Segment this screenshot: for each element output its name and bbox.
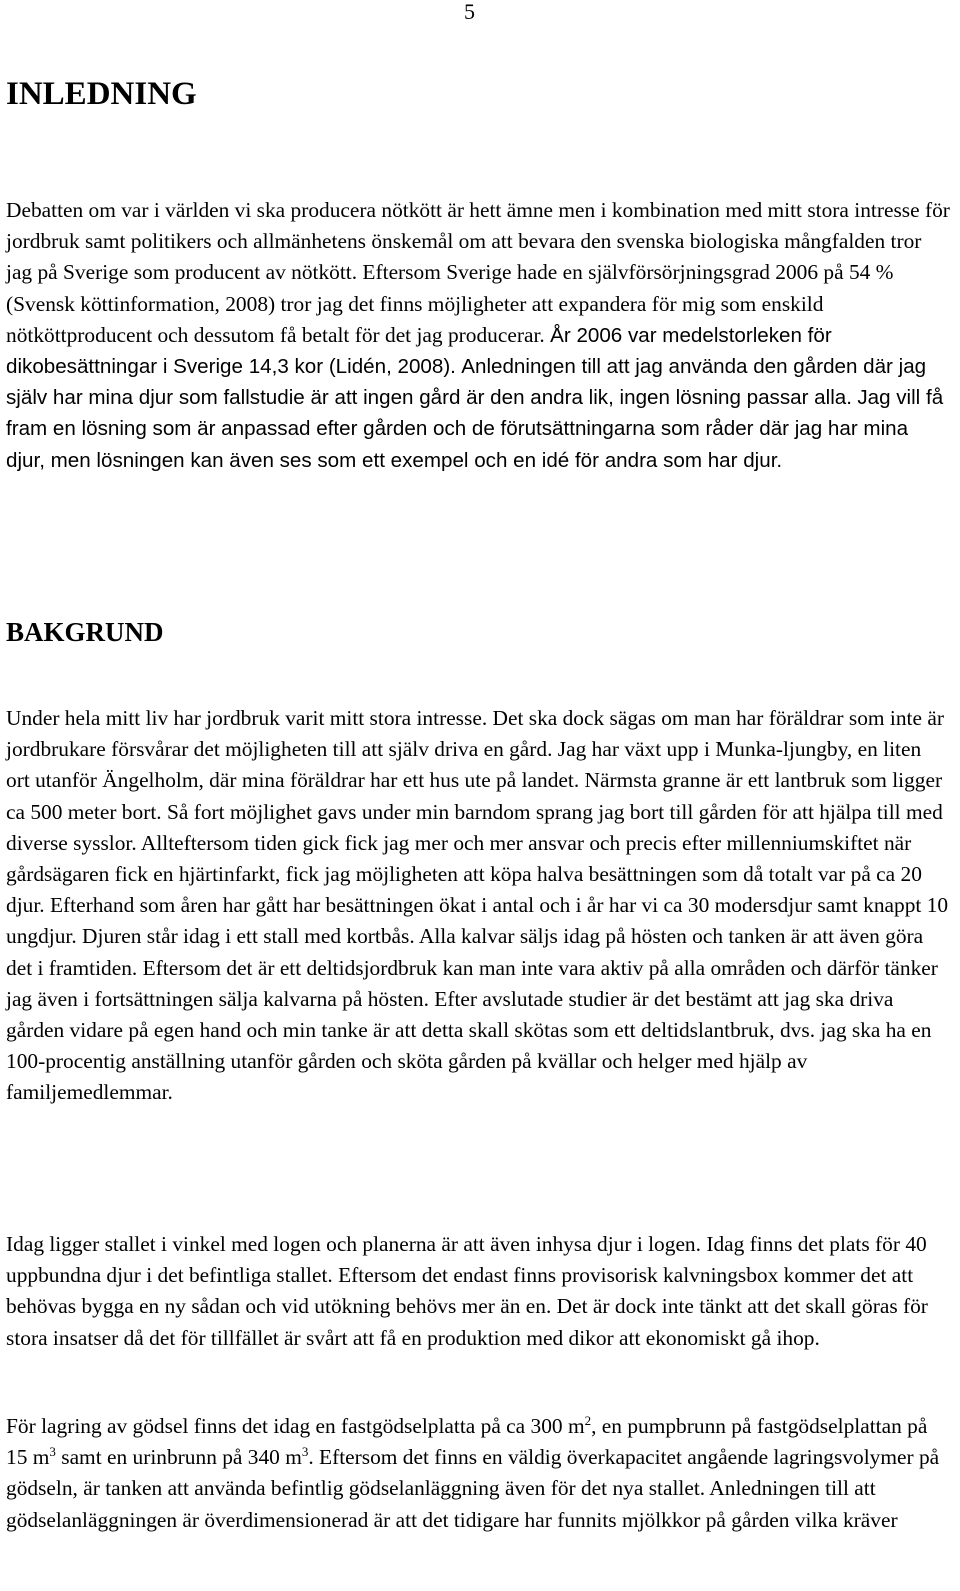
inledning-text-1: Debatten om var i världen vi ska producera nötkött är hett ämne men i kombination med mitt stora intresse för jordbruk samt politikers och allmänhetens önskemål om att bevara den svenska biologiska mångfalden tror jag på Sverige som producent av nötkött. Eftersom Sverige hade en självförsörjningsgrad 2006 på 54 % (Svensk köttinformation, 2008) tror jag det finns möjligheter att expandera för mig som enskild nötköttproducent och dessutom få betalt för det jag producerar.: [6, 198, 950, 347]
paragraph-3-text-c: samt en urinbrunn på 340 m: [55, 1445, 302, 1470]
paragraph-3-text-a: För lagring av gödsel finns det idag en fastgödselplatta på ca 300 m: [6, 1414, 585, 1438]
inledning-text-4: Jag vill få fram en lösning som är anpassad efter gården och de förutsättningarna som råder där jag har mina djur, men lösningen kan även ses som ett exempel och en idé för andra som har djur.: [6, 386, 944, 472]
superscript-cubed: 3: [301, 1444, 309, 1460]
bakgrund-paragraph-1: Under hela mitt liv har jordbruk varit mitt stora intresse. Det ska dock sägas om man har föräldrar som inte är jordbrukare försvårar det möjligheten till att själv driva en gård. Jag har växt upp i Munka-ljungby, en liten ort utanför Ängelholm, där mina föräldrar har ett hus ute på landet. Närmsta granne är ett lantbruk som ligger ca 500 meter bort. Så fort möjlighet gavs under min barndom sprang jag bort till gården för att hjälpa till med diverse sysslor. Allteftersom tiden gick fick jag mer och mer ansvar och precis efter millenniumskiftet när gårdsägaren fick en hjärtinfarkt, fick jag möjligheten att köpa halva besättningen som då totalt var på ca 20 djur. Efterhand som åren har gått har besättningen ökat i antal och i år har vi ca 30 modersdjur samt knappt 10 ungdjur. Djuren står idag i ett stall med kortbås. Alla kalvar säljs idag på hösten och tanken är att även göra det i framtiden. Eftersom det är ett deltidsjordbruk kan man inte vara aktiv på alla områden och därför tänker jag även i fortsättningen sälja kalvarna på hösten. Efter avslutade studier är det bestämt att jag ska driva gården vidare på egen hand och min tanke är att detta skall skötas som ett deltidslantbruk, dvs. jag ska ha en 100-procentig anställning utanför gården och sköta gården på kvällar och helger med hjälp av familjemedlemmar.: [6, 706, 949, 1105]
inledning-paragraph: [6, 195, 950, 476]
section-heading-inledning: INLEDNING: [6, 76, 197, 112]
section-heading-bakgrund: BAKGRUND: [6, 617, 164, 647]
superscript-cubed: 3: [49, 1444, 56, 1460]
inledning-text-2: År 2006 var medelstorleken för dikobesättningar i Sverige 14,3 kor (Lidén, 2008).: [6, 323, 832, 379]
inledning-text-3: Anledningen till att jag använda den gården där jag själv har mina djur som fallstudie är att ingen gård är den andra lik, ingen lösning passar alla.: [6, 355, 927, 410]
paragraph-3-text-d: . Eftersom det finns en väldig överkapacitet angående lagringsvolymer på gödseln, är tanken att använda befintlig gödselanläggning även för det nya stallet. Anledningen till att gödselanläggningen är överdimensionerad är att det tidigare har funnits mjölkkor på gården vilka kräver: [6, 1445, 940, 1532]
page-number: 5: [464, 0, 475, 24]
superscript-squared: 2: [584, 1412, 592, 1428]
bakgrund-paragraph-2: Idag ligger stallet i vinkel med logen och planerna är att även inhysa djur i logen. Idag finns det plats för 40 uppbundna djur i det befintliga stallet. Eftersom det endast finns provisorisk kalvningsbox kommer det att behövas bygga en ny sådan och vid utökning behövs mer än en. Det är dock inte tänkt att det skall göras för stora insatser då det för tillfället är svårt att få en produktion med dikor att ekonomiskt gå ihop.: [6, 1232, 928, 1350]
paragraph-3-text-b: , en pumpbrunn på fastgödselplattan på 15 m: [6, 1414, 928, 1470]
bakgrund-paragraph-3: [6, 1411, 950, 1536]
